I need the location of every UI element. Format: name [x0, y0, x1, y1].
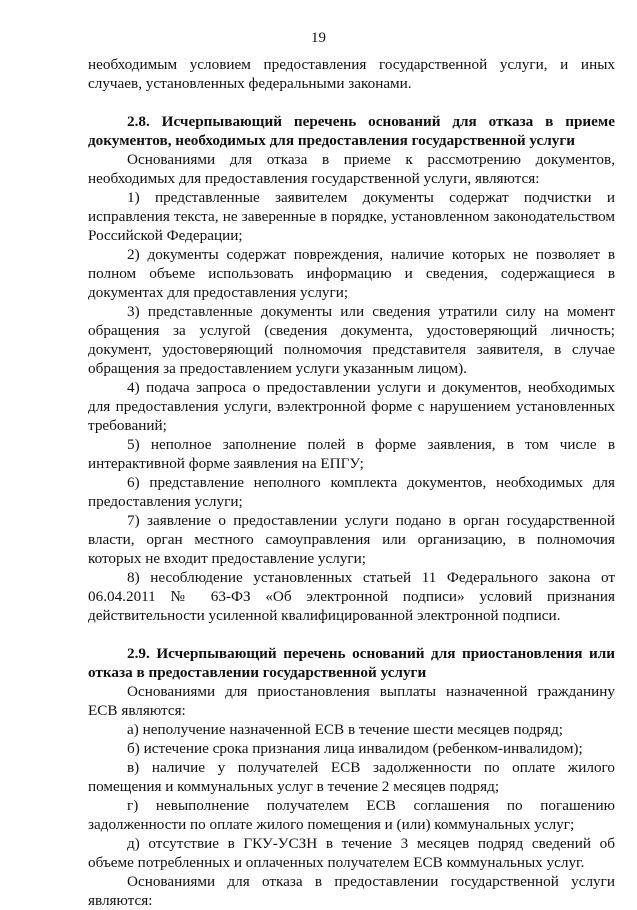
- paragraph-continuation: необходимым условием предоставления государственной услуги, и иных случаев, установленных федеральными законами.: [88, 56, 615, 92]
- list-item-3: 3) представленные документы или сведения утратили силу на момент обращения за услугой (сведения документа, удостоверяющий личность; документ, удостоверяющий полномочия представителя заявителя, в случае обращения за предоставлением услуги указанным лицом).: [88, 303, 615, 377]
- document-body: [88, 55, 615, 910]
- list-item-8: 8) несоблюдение установленных статьей 11 Федерального закона от 06.04.2011 № 63-ФЗ «Об электронной подписи» условий признания действительности усиленной квалифицированной электронной подписи.: [88, 569, 615, 624]
- list-item-a: а) неполучение назначенной ЕСВ в течение шести месяцев подряд;: [127, 721, 564, 738]
- list-item-5: 5) неполное заполнение полей в форме заявления, в том числе в интерактивной форме заявления на ЕПГУ;: [88, 436, 615, 472]
- list-item-g: г) невыполнение получателем ЕСВ соглашения по погашению задолженности по оплате жилого помещения и (или) коммунальных услуг;: [88, 797, 615, 833]
- list-item-2: 2) документы содержат повреждения, наличие которых не позволяет в полном объеме использовать информацию и сведения, содержащиеся в документах для предоставления услуги;: [88, 246, 615, 301]
- paragraph-refusal-intro: Основаниями для отказа в предоставлении государственной услуги являются:: [88, 873, 615, 909]
- list-item-4: 4) подача запроса о предоставлении услуги и документов, необходимых для предоставления услуги, вэлектронной форме с нарушением установленных требований;: [88, 379, 615, 434]
- list-item-d: д) отсутствие в ГКУ-УСЗН в течение 3 месяцев подряд сведений об объеме потребленных и оплаченных получателем ЕСВ коммунальных услуг.: [88, 835, 615, 871]
- paragraph-intro-2-8: Основаниями для отказа в приеме к рассмотрению документов, необходимых для предоставления государственной услуги, являются:: [88, 151, 615, 187]
- section-heading-2-8: 2.8. Исчерпывающий перечень оснований для отказа в приеме документов, необходимых для предоставления государственной услуги: [88, 113, 615, 149]
- list-item-v: в) наличие у получателей ЕСВ задолженности по оплате жилого помещения и коммунальных услуг в течение 2 месяцев подряд;: [88, 759, 615, 795]
- list-item-b: б) истечение срока признания лица инвалидом (ребенком-инвалидом);: [127, 740, 583, 757]
- list-item-7: 7) заявление о предоставлении услуги подано в орган государственной власти, орган местного самоуправления или организацию, в полномочия которых не входит предоставление услуги;: [88, 512, 615, 567]
- paragraph-intro-2-9: Основаниями для приостановления выплаты назначенной гражданину ЕСВ являются:: [88, 683, 615, 719]
- list-item-1: 1) представленные заявителем документы содержат подчистки и исправления текста, не заверенные в порядке, установленном законодательством Российской Федерации;: [88, 189, 615, 244]
- page-number: 19: [311, 30, 326, 46]
- section-heading-2-9: 2.9. Исчерпывающий перечень оснований для приостановления или отказа в предоставлении государственной услуги: [88, 645, 615, 681]
- list-item-6: 6) представление неполного комплекта документов, необходимых для предоставления услуги;: [88, 474, 615, 510]
